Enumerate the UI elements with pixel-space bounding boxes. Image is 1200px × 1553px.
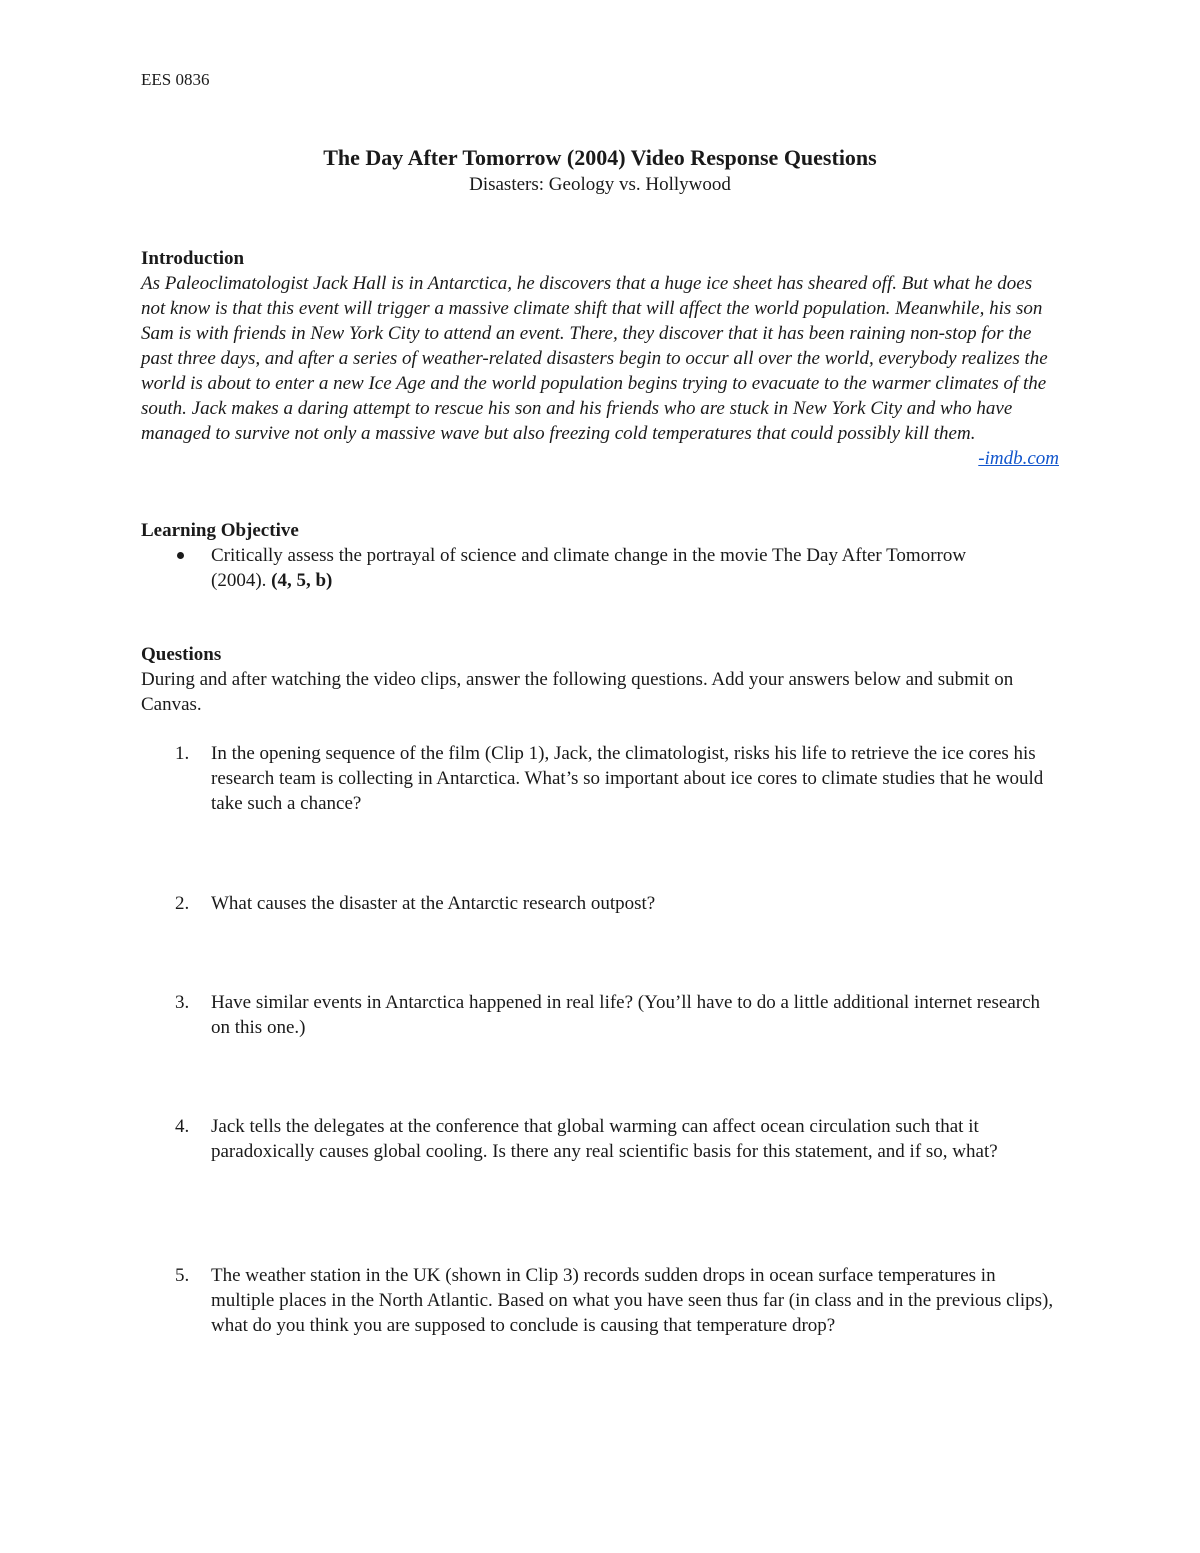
document-title: The Day After Tomorrow (2004) Video Response Questions <box>323 145 877 170</box>
questions-section <box>141 642 1059 717</box>
question-number: 4. <box>175 1116 190 1137</box>
question-number: 5. <box>175 1265 190 1286</box>
question-item <box>141 990 1059 1040</box>
question-item <box>141 741 1059 816</box>
question-number: 1. <box>175 743 190 764</box>
introduction-heading: Introduction <box>141 248 245 269</box>
objective-text: Critically assess the portrayal of science and climate change in the movie The Day After Tomorrow (2004). <box>211 545 967 591</box>
title-block <box>141 144 1059 198</box>
objective-list-item <box>141 543 991 593</box>
question-item <box>141 1114 1059 1164</box>
document-subtitle: Disasters: Geology vs. Hollywood <box>469 174 731 195</box>
question-item <box>141 1263 1059 1338</box>
learning-objective-heading: Learning Objective <box>141 520 299 541</box>
questions-instructions: During and after watching the video clips, answer the following questions. Add your answers below and submit on Canvas. <box>141 669 1014 715</box>
question-text: What causes the disaster at the Antarctic research outpost? <box>211 893 656 914</box>
question-text: The weather station in the UK (shown in Clip 3) records sudden drops in ocean surface temperatures in multiple places in the North Atlantic. Based on what you have seen thus far (in class and in the previous clips), what do you think you are supposed to conclude is causing that temperature drop? <box>211 1265 1054 1336</box>
course-code: EES 0836 <box>141 70 210 89</box>
source-link[interactable]: -imdb.com <box>978 448 1059 469</box>
learning-objective-section <box>141 518 1059 593</box>
question-text: In the opening sequence of the film (Clip 1), Jack, the climatologist, risks his life to retrieve the ice cores his research team is collecting in Antarctica. What’s so important about ice cores to climate studies that he would take such a chance? <box>211 743 1044 814</box>
introduction-text: As Paleoclimatologist Jack Hall is in Antarctica, he discovers that a huge ice sheet has sheared off. But what he does not know is that this event will trigger a massive climate shift that will affect the world population. Meanwhile, his son Sam is with friends in New York City to attend an event. There, they discover that it has been raining non-stop for the past three days, and after a series of weather-related disasters begin to occur all over the world, everybody realizes the world is about to enter a new Ice Age and the world population begins trying to evacuate to the warmer climates of the south. Jack makes a daring attempt to rescue his son and his friends who are stuck in New York City and who have managed to survive not only a massive wave but also freezing cold temperatures that could possibly kill them. <box>141 273 1048 444</box>
question-text: Have similar events in Antarctica happened in real life? (You’ll have to do a little additional internet research on this one.) <box>211 992 1041 1038</box>
question-number: 2. <box>175 893 190 914</box>
objective-tag: (4, 5, b) <box>271 570 333 591</box>
bullet-icon <box>177 552 184 559</box>
question-text: Jack tells the delegates at the conference that global warming can affect ocean circulation such that it paradoxically causes global cooling. Is there any real scientific basis for this statement, and if so, what? <box>211 1116 998 1162</box>
question-number: 3. <box>175 992 190 1013</box>
questions-heading: Questions <box>141 644 222 665</box>
question-item <box>141 891 1059 916</box>
introduction-section <box>141 246 1059 471</box>
